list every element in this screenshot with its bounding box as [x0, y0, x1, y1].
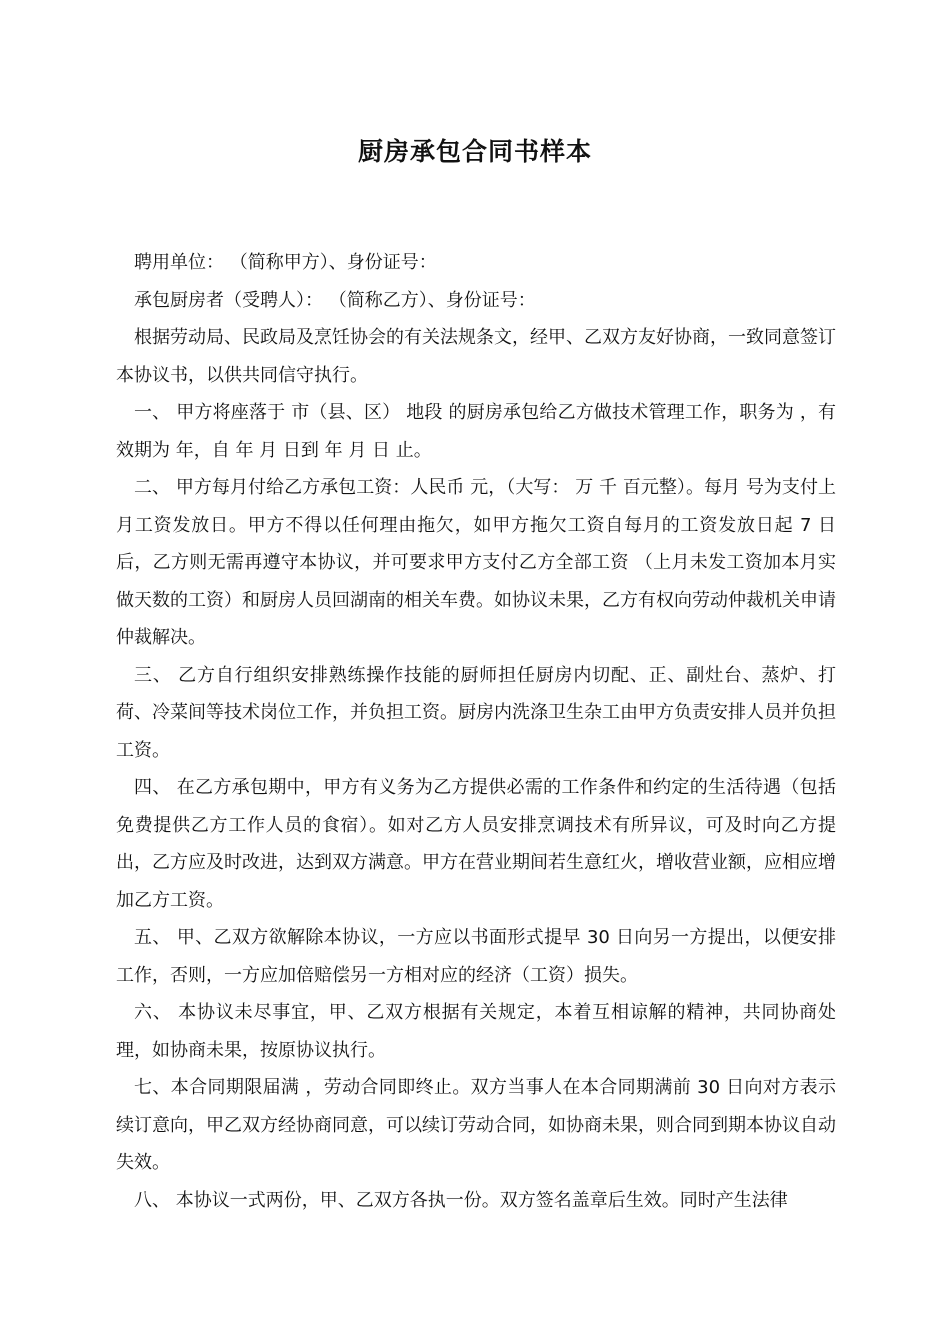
paragraph-preamble: 根据劳动局、民政局及烹饪协会的有关法规条文，经甲、乙双方友好协商，一致同意签订本协议书，以供共同信守执行。	[116, 327, 836, 386]
clause-4: 四、 在乙方承包期中，甲方有义务为乙方提供必需的工作条件和约定的生活待遇（包括免费提供乙方工作人员的食宿）。如对乙方人员安排烹调技术有所异议，可及时向乙方提出，乙方应及时改进，达到双方满意。甲方在营业期间若生意红火，增收营业额，应相应增加乙方工资。	[116, 777, 836, 911]
clause-3: 三、 乙方自行组织安排熟练操作技能的厨师担任厨房内切配、正、副灶台、蒸炉、打荷、冷菜间等技术岗位工作，并负担工资。厨房内洗涤卫生杂工由甲方负责安排人员并负担工资。	[116, 664, 836, 761]
document-title: 厨房承包合同书样本	[357, 137, 592, 166]
clause-1: 一、 甲方将座落于 市（县、区） 地段 的厨房承包给乙方做技术管理工作，职务为 ，有效期为 年，自 年 月 日到 年 月 日 止。	[116, 402, 836, 461]
clause-7: 七、本合同期限届满 ，劳动合同即终止。双方当事人在本合同期满前 30 日向对方表示续订意向，甲乙双方经协商同意，可以续订劳动合同，如协商未果，则合同到期本协议自动失效。	[116, 1077, 836, 1173]
paragraph-contractor: 承包厨房者（受聘人）： （简称乙方）、身份证号：	[134, 289, 536, 311]
clause-8: 八、 本协议一式两份，甲、乙双方各执一份。双方签名盖章后生效。同时产生法律	[134, 1189, 788, 1211]
clause-5: 五、 甲、乙双方欲解除本协议，一方应以书面形式提早 30 日向另一方提出，以便安排工作，否则，一方应加倍赔偿另一方相对应的经济（工资）损失。	[116, 927, 836, 986]
clause-6: 六、 本协议未尽事宜，甲、乙双方根据有关规定，本着互相谅解的精神，共同协商处理，如协商未果，按原协议执行。	[116, 1002, 836, 1061]
clause-2: 二、 甲方每月付给乙方承包工资：人民币 元，（大写： 万 千 百元整）。每月 号为支付上月工资发放日。甲方不得以任何理由拖欠，如甲方拖欠工资自每月的工资发放日起 7 日后，乙方则无需再遵守本协议，并可要求甲方支付乙方全部工资 （上月未发工资加本月实做天数的工资）和厨房人员回湖南的相关车费。如协议未果，乙方有权向劳动仲裁机关申请仲裁解决。	[116, 477, 836, 648]
paragraph-employer: 聘用单位： （简称甲方）、身份证号：	[134, 252, 437, 273]
document-body	[116, 244, 836, 1219]
